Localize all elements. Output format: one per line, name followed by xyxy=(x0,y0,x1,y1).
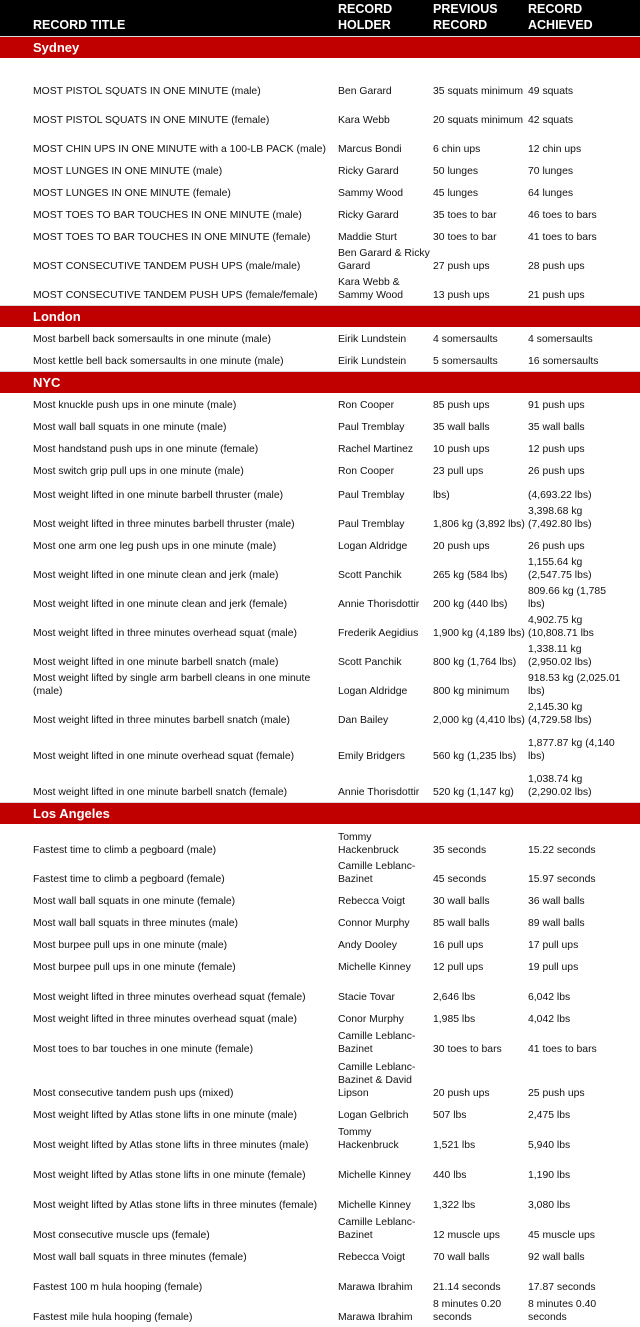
record-achieved-cell: 2,145.30 kg (4,729.58 lbs) xyxy=(528,702,592,726)
previous-record-cell: 30 toes to bar xyxy=(433,232,497,243)
previous-record-cell: 35 squats minimum xyxy=(433,86,524,97)
record-holder-cell: Connor Murphy xyxy=(338,918,410,929)
record-holder-cell: Ron Cooper xyxy=(338,400,395,411)
record-title-cell: Most one arm one leg push ups in one minute (male) xyxy=(33,541,277,552)
record-title-cell: Most weight lifted in one minute barbell snatch (male) xyxy=(33,657,279,668)
record-holder-cell: Kara Webb xyxy=(338,115,390,126)
previous-record-cell: 6 chin ups xyxy=(433,144,481,155)
previous-record-cell: 560 kg (1,235 lbs) xyxy=(433,751,517,762)
table-row xyxy=(0,1125,640,1155)
record-title-cell: Most weight lifted in one minute overhead squat (female) xyxy=(33,751,295,762)
table-row xyxy=(0,181,640,203)
record-achieved-cell: 46 toes to bars xyxy=(528,210,597,221)
previous-record-cell: 85 push ups xyxy=(433,400,490,411)
record-achieved-cell: 2,475 lbs xyxy=(528,1110,571,1121)
record-achieved-cell: 1,338.11 kg (2,950.02 lbs) xyxy=(528,644,592,668)
previous-record-cell: 1,521 lbs xyxy=(433,1140,476,1151)
record-holder-cell: Ricky Garard xyxy=(338,166,399,177)
table-row xyxy=(0,955,640,977)
record-holder-cell: Rebecca Voigt xyxy=(338,1252,406,1263)
record-title-cell: Most burpee pull ups in one minute (male) xyxy=(33,940,228,951)
record-title-cell: Fastest 100 m hula hooping (female) xyxy=(33,1282,203,1293)
record-holder-cell: Logan Aldridge xyxy=(338,541,408,552)
record-holder-cell: Dan Bailey xyxy=(338,715,389,726)
record-title-cell: MOST CONSECUTIVE TANDEM PUSH UPS (male/male) xyxy=(33,261,301,272)
record-holder-cell: Marawa Ibrahim xyxy=(338,1282,413,1293)
record-achieved-cell: 918.53 kg (2,025.01 lbs) xyxy=(528,673,621,697)
table-row xyxy=(0,393,640,415)
record-title-cell: Most weight lifted in three minutes overhead squat (female) xyxy=(33,992,306,1003)
table-row xyxy=(0,889,640,911)
table-row xyxy=(0,459,640,481)
record-title-cell: Most knuckle push ups in one minute (male) xyxy=(33,400,237,411)
record-achieved-cell: 26 push ups xyxy=(528,466,585,477)
record-title-cell: Most consecutive muscle ups (female) xyxy=(33,1230,210,1241)
record-achieved-cell: 17.87 seconds xyxy=(528,1282,596,1293)
city-header-nyc: NYC xyxy=(0,371,640,393)
record-holder-cell: Camille Leblanc-Bazinet & David Lipson xyxy=(338,1062,416,1099)
table-row xyxy=(0,1007,640,1029)
record-title-cell: Most wall ball squats in three minutes (male) xyxy=(33,918,239,929)
record-holder-cell: Marawa Ibrahim xyxy=(338,1312,413,1323)
record-achieved-cell: 4,042 lbs xyxy=(528,1014,571,1025)
previous-record-cell: 12 muscle ups xyxy=(433,1230,500,1241)
record-title-cell: Most weight lifted by Atlas stone lifts in three minutes (male) xyxy=(33,1140,309,1151)
record-title-cell: Most weight lifted by single arm barbell cleans in one minute (male) xyxy=(33,673,311,697)
table-row xyxy=(0,1029,640,1059)
table-row xyxy=(0,1103,640,1125)
record-title-cell: MOST TOES TO BAR TOUCHES IN ONE MINUTE (male) xyxy=(33,210,302,221)
record-achieved-cell: 15.22 seconds xyxy=(528,845,596,856)
previous-record-cell: 20 push ups xyxy=(433,541,490,552)
table-row xyxy=(0,349,640,371)
previous-record-cell: 520 kg (1,147 kg) xyxy=(433,787,514,798)
record-holder-cell: Ben Garard & Ricky Garard xyxy=(338,248,430,272)
header-record-title: RECORD TITLE xyxy=(33,18,126,32)
previous-record-cell: 35 seconds xyxy=(433,845,487,856)
previous-record-cell: 12 pull ups xyxy=(433,962,484,973)
table-row xyxy=(0,505,640,534)
previous-record-cell: 10 push ups xyxy=(433,444,490,455)
record-holder-cell: Tommy Hackenbruck xyxy=(338,832,399,856)
record-holder-cell: Michelle Kinney xyxy=(338,962,411,973)
record-achieved-cell: 12 push ups xyxy=(528,444,585,455)
table-row xyxy=(0,1245,640,1267)
record-holder-cell: Conor Murphy xyxy=(338,1014,404,1025)
record-title-cell: MOST CHIN UPS IN ONE MINUTE with a 100-LB PACK (male) xyxy=(33,144,326,155)
record-holder-cell: Eirik Lundstein xyxy=(338,356,407,367)
record-holder-cell: Annie Thorisdottir xyxy=(338,787,420,798)
record-title-cell: Most weight lifted in one minute barbell snatch (female) xyxy=(33,787,288,798)
record-holder-cell: Camille Leblanc-Bazinet xyxy=(338,1031,416,1055)
record-achieved-cell: 17 pull ups xyxy=(528,940,579,951)
table-row xyxy=(0,225,640,247)
table-row xyxy=(0,1297,640,1327)
record-holder-cell: Rebecca Voigt xyxy=(338,896,406,907)
record-title-cell: Most wall ball squats in three minutes (female) xyxy=(33,1252,247,1263)
table-row xyxy=(0,534,640,556)
table-row xyxy=(0,327,640,349)
record-achieved-cell: 91 push ups xyxy=(528,400,585,411)
previous-record-cell: 45 seconds xyxy=(433,874,487,885)
record-achieved-cell: 1,877.87 kg (4,140 lbs) xyxy=(528,738,615,762)
previous-record-cell: 70 wall balls xyxy=(433,1252,490,1263)
record-achieved-cell: 41 toes to bars xyxy=(528,232,597,243)
record-title-cell: Fastest time to climb a pegboard (male) xyxy=(33,845,217,856)
record-title-cell: Most weight lifted by Atlas stone lifts in one minute (female) xyxy=(33,1170,306,1181)
record-title-cell: Most weight lifted in one minute clean and jerk (male) xyxy=(33,570,279,581)
record-achieved-cell: 4,902.75 kg (10,808.71 lbs xyxy=(528,615,594,639)
table-row xyxy=(0,247,640,276)
record-holder-cell: Scott Panchik xyxy=(338,657,402,668)
record-title-cell: Most consecutive tandem push ups (mixed) xyxy=(33,1088,234,1099)
record-holder-cell: Ricky Garard xyxy=(338,210,399,221)
record-achieved-cell: 70 lunges xyxy=(528,166,574,177)
previous-record-cell: 5 somersaults xyxy=(433,356,498,367)
previous-record-cell: 200 kg (440 lbs) xyxy=(433,599,508,610)
table-row xyxy=(0,481,640,505)
record-achieved-cell: 19 pull ups xyxy=(528,962,579,973)
record-achieved-cell: 5,940 lbs xyxy=(528,1140,571,1151)
table-row xyxy=(0,614,640,643)
record-achieved-cell: 1,038.74 kg (2,290.02 lbs) xyxy=(528,774,592,798)
previous-record-cell: 27 push ups xyxy=(433,261,490,272)
record-achieved-cell: 92 wall balls xyxy=(528,1252,585,1263)
table-row xyxy=(0,276,640,305)
record-title-cell: Most weight lifted in one minute barbell thruster (male) xyxy=(33,490,284,501)
record-holder-cell: Michelle Kinney xyxy=(338,1170,411,1181)
city-header-los-angeles: Los Angeles xyxy=(0,802,640,824)
previous-record-cell: 1,806 kg (3,892 lbs) xyxy=(433,519,525,530)
record-title-cell: MOST LUNGES IN ONE MINUTE (female) xyxy=(33,188,231,199)
record-title-cell: Most kettle bell back somersaults in one minute (male) xyxy=(33,356,284,367)
record-title-cell: Most weight lifted in three minutes barbell snatch (male) xyxy=(33,715,290,726)
previous-record-cell: 1,900 kg (4,189 lbs) xyxy=(433,628,525,639)
previous-record-cell: 30 toes to bars xyxy=(433,1044,502,1055)
record-achieved-cell: 36 wall balls xyxy=(528,896,585,907)
previous-record-cell: 8 minutes 0.20 seconds xyxy=(433,1299,502,1323)
table-row xyxy=(0,159,640,181)
previous-record-cell: 2,646 lbs xyxy=(433,992,476,1003)
record-title-cell: Most weight lifted in three minutes overhead squat (male) xyxy=(33,1014,297,1025)
table-row xyxy=(0,860,640,889)
record-holder-cell: Rachel Martinez xyxy=(338,444,414,455)
record-holder-cell: Paul Tremblay xyxy=(338,519,405,530)
record-holder-cell: Emily Bridgers xyxy=(338,751,405,762)
record-title-cell: Most weight lifted in three minutes barbell thruster (male) xyxy=(33,519,295,530)
record-title-cell: MOST CONSECUTIVE TANDEM PUSH UPS (female/female) xyxy=(33,290,318,301)
record-holder-cell: Frederik Aegidius xyxy=(338,628,419,639)
record-holder-cell: Camille Leblanc-Bazinet xyxy=(338,861,416,885)
previous-record-cell: 50 lunges xyxy=(433,166,479,177)
record-achieved-cell: 42 squats xyxy=(528,115,574,126)
record-achieved-cell: 1,155.64 kg (2,547.75 lbs) xyxy=(528,557,592,581)
record-title-cell: Fastest time to climb a pegboard (female) xyxy=(33,874,225,885)
record-title-cell: Most burpee pull ups in one minute (female) xyxy=(33,962,236,973)
record-holder-cell: Eirik Lundstein xyxy=(338,334,407,345)
record-holder-cell: Kara Webb & Sammy Wood xyxy=(338,277,404,301)
record-achieved-cell: 15.97 seconds xyxy=(528,874,596,885)
record-achieved-cell: 64 lunges xyxy=(528,188,574,199)
record-holder-cell: Paul Tremblay xyxy=(338,422,405,433)
record-holder-cell: Maddie Sturt xyxy=(338,232,397,243)
previous-record-cell: 20 squats minimum xyxy=(433,115,524,126)
record-holder-cell: Stacie Tovar xyxy=(338,992,395,1003)
table-row xyxy=(0,130,640,159)
previous-record-cell: 800 kg minimum xyxy=(433,686,510,697)
previous-record-cell: 13 push ups xyxy=(433,290,490,301)
table-row xyxy=(0,643,640,672)
previous-record-cell: 4 somersaults xyxy=(433,334,498,345)
previous-record-cell: 85 wall balls xyxy=(433,918,490,929)
table-row xyxy=(0,701,640,730)
record-holder-cell: Tommy Hackenbruck xyxy=(338,1127,399,1151)
record-achieved-cell: 16 somersaults xyxy=(528,356,599,367)
record-holder-cell: Logan Aldridge xyxy=(338,686,408,697)
record-achieved-cell: 49 squats xyxy=(528,86,574,97)
table-row xyxy=(0,203,640,225)
record-title-cell: Most weight lifted in one minute clean and jerk (female) xyxy=(33,599,288,610)
record-achieved-cell: 8 minutes 0.40 seconds xyxy=(528,1299,597,1323)
previous-record-cell: 2,000 kg (4,410 lbs) xyxy=(433,715,525,726)
table-row xyxy=(0,437,640,459)
previous-record-cell: 20 push ups xyxy=(433,1088,490,1099)
table-row xyxy=(0,824,640,860)
record-holder-cell: Ben Garard xyxy=(338,86,392,97)
record-title-cell: MOST LUNGES IN ONE MINUTE (male) xyxy=(33,166,223,177)
previous-record-cell: 1,322 lbs xyxy=(433,1200,476,1211)
table-body xyxy=(0,36,640,1327)
record-title-cell: MOST PISTOL SQUATS IN ONE MINUTE (male) xyxy=(33,86,261,97)
record-achieved-cell: (4,693.22 lbs) xyxy=(528,490,592,501)
record-achieved-cell: 25 push ups xyxy=(528,1088,585,1099)
header-record-achieved: RECORD ACHIEVED xyxy=(528,2,593,32)
table-row xyxy=(0,977,640,1007)
table-row xyxy=(0,730,640,766)
previous-record-cell: 800 kg (1,764 lbs) xyxy=(433,657,517,668)
record-achieved-cell: 45 muscle ups xyxy=(528,1230,595,1241)
table-header xyxy=(0,0,640,36)
record-holder-cell: Ron Cooper xyxy=(338,466,395,477)
record-achieved-cell: 809.66 kg (1,785 lbs) xyxy=(528,586,606,610)
table-row xyxy=(0,1215,640,1245)
record-holder-cell: Sammy Wood xyxy=(338,188,404,199)
table-row xyxy=(0,672,640,701)
table-row xyxy=(0,766,640,802)
record-title-cell: MOST TOES TO BAR TOUCHES IN ONE MINUTE (female) xyxy=(33,232,311,243)
previous-record-cell: 23 pull ups xyxy=(433,466,484,477)
record-holder-cell: Michelle Kinney xyxy=(338,1200,411,1211)
table-row xyxy=(0,58,640,101)
table-row xyxy=(0,585,640,614)
record-achieved-cell: 3,398.68 kg (7,492.80 lbs) xyxy=(528,506,592,530)
record-title-cell: Most wall ball squats in one minute (female) xyxy=(33,896,236,907)
record-title-cell: Most wall ball squats in one minute (male) xyxy=(33,422,227,433)
table-row xyxy=(0,911,640,933)
table-row xyxy=(0,1155,640,1185)
previous-record-cell: 265 kg (584 lbs) xyxy=(433,570,508,581)
record-title-cell: Most weight lifted by Atlas stone lifts in one minute (male) xyxy=(33,1110,297,1121)
record-achieved-cell: 3,080 lbs xyxy=(528,1200,571,1211)
record-title-cell: Fastest mile hula hooping (female) xyxy=(33,1312,193,1323)
record-title-cell: Most handstand push ups in one minute (female) xyxy=(33,444,259,455)
record-achieved-cell: 89 wall balls xyxy=(528,918,585,929)
record-holder-cell: Paul Tremblay xyxy=(338,490,405,501)
table-row xyxy=(0,556,640,585)
record-achieved-cell: 26 push ups xyxy=(528,541,585,552)
record-title-cell: Most weight lifted in three minutes overhead squat (male) xyxy=(33,628,297,639)
record-holder-cell: Scott Panchik xyxy=(338,570,402,581)
record-holder-cell: Logan Gelbrich xyxy=(338,1110,409,1121)
table-row xyxy=(0,1267,640,1297)
previous-record-cell: 45 lunges xyxy=(433,188,479,199)
record-achieved-cell: 4 somersaults xyxy=(528,334,593,345)
record-holder-cell: Annie Thorisdottir xyxy=(338,599,420,610)
previous-record-cell: 440 lbs xyxy=(433,1170,467,1181)
previous-record-cell: lbs) xyxy=(433,490,450,501)
record-holder-cell: Andy Dooley xyxy=(338,940,397,951)
previous-record-cell: 507 lbs xyxy=(433,1110,467,1121)
record-title-cell: Most weight lifted by Atlas stone lifts in three minutes (female) xyxy=(33,1200,318,1211)
record-holder-cell: Marcus Bondi xyxy=(338,144,402,155)
table-row xyxy=(0,1059,640,1103)
record-achieved-cell: 21 push ups xyxy=(528,290,585,301)
table-row xyxy=(0,415,640,437)
record-achieved-cell: 12 chin ups xyxy=(528,144,582,155)
header-previous-record: PREVIOUS RECORD xyxy=(433,2,498,32)
record-title-cell: Most barbell back somersaults in one minute (male) xyxy=(33,334,271,345)
previous-record-cell: 21.14 seconds xyxy=(433,1282,501,1293)
record-title-cell: MOST PISTOL SQUATS IN ONE MINUTE (female) xyxy=(33,115,270,126)
table-row xyxy=(0,101,640,130)
record-holder-cell: Camille Leblanc-Bazinet xyxy=(338,1217,416,1241)
record-title-cell: Most switch grip pull ups in one minute (male) xyxy=(33,466,244,477)
previous-record-cell: 35 wall balls xyxy=(433,422,490,433)
table-row xyxy=(0,933,640,955)
record-achieved-cell: 1,190 lbs xyxy=(528,1170,571,1181)
header-record-holder: RECORD HOLDER xyxy=(338,2,393,32)
table-row xyxy=(0,1185,640,1215)
city-header-sydney: Sydney xyxy=(0,36,640,58)
previous-record-cell: 1,985 lbs xyxy=(433,1014,476,1025)
previous-record-cell: 35 toes to bar xyxy=(433,210,497,221)
previous-record-cell: 30 wall balls xyxy=(433,896,490,907)
record-title-cell: Most toes to bar touches in one minute (female) xyxy=(33,1044,254,1055)
previous-record-cell: 16 pull ups xyxy=(433,940,484,951)
record-achieved-cell: 35 wall balls xyxy=(528,422,585,433)
record-achieved-cell: 6,042 lbs xyxy=(528,992,571,1003)
record-achieved-cell: 41 toes to bars xyxy=(528,1044,597,1055)
record-achieved-cell: 28 push ups xyxy=(528,261,585,272)
city-header-london: London xyxy=(0,305,640,327)
